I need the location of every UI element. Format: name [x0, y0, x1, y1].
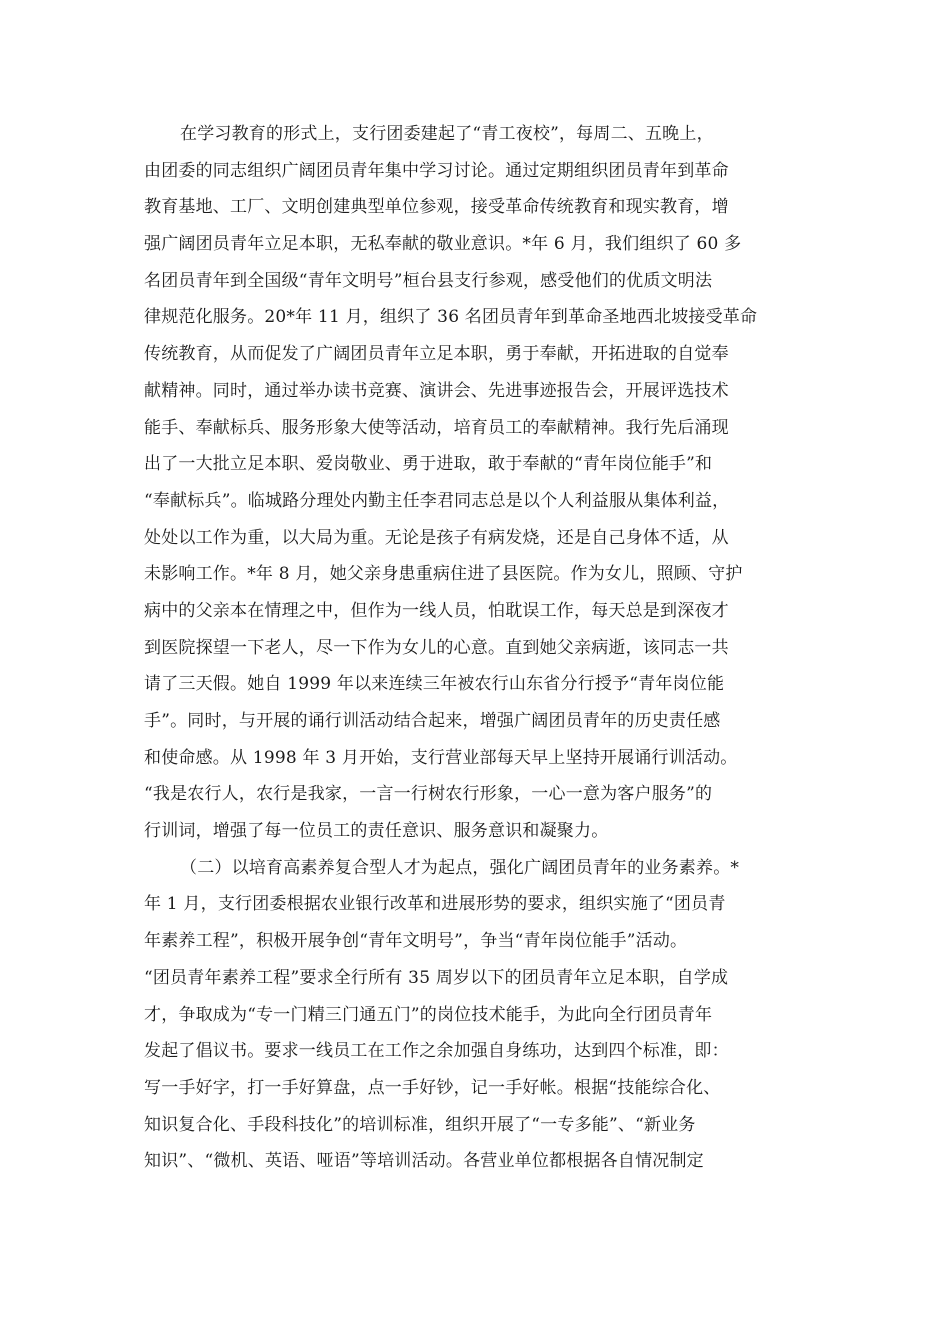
paragraph-line: 处处以工作为重，以大局为重。无论是孩子有病发烧，还是自己身体不适，从	[144, 527, 729, 548]
paragraph-line: “团员青年素养工程”要求全行所有 35 周岁以下的团员青年立足本职，自学成	[144, 967, 729, 988]
paragraph-line: 献精神。同时，通过举办读书竞赛、演讲会、先进事迹报告会，开展评选技术	[144, 380, 729, 401]
paragraph-line: 请了三天假。她自 1999 年以来连续三年被农行山东省分行授予“青年岗位能	[144, 674, 725, 695]
section-heading-line: （二）以培育高素养复合型人才为起点，强化广阔团员青年的业务素养。*	[180, 857, 740, 878]
paragraph-line: 才，争取成为“专一门精三门通五门”的岗位技术能手，为此向全行团员青年	[144, 1004, 713, 1025]
paragraph-line: 在学习教育的形式上，支行团委建起了“青工夜校”，每周二、五晚上，	[180, 124, 714, 144]
paragraph-line: 知识”、“微机、英语、哑语”等培训活动。各营业单位都根据各自情况制定	[144, 1151, 704, 1172]
paragraph-line: 行训词，增强了每一位员工的责任意识、服务意识和凝聚力。	[144, 821, 609, 842]
paragraph-line: 知识复合化、手段科技化”的培训标准，组织开展了“一专多能”、“新业务	[144, 1114, 696, 1135]
paragraph-line: 病中的父亲本在情理之中，但作为一线人员，怕耽误工作，每天总是到深夜才	[144, 600, 729, 621]
paragraph-line: 到医院探望一下老人，尽一下作为女儿的心意。直到她父亲病逝，该同志一共	[144, 637, 729, 658]
paragraph-line: 出了一大批立足本职、爱岗敬业、勇于进取，敢于奉献的“青年岗位能手”和	[144, 454, 713, 475]
paragraph-line: 传统教育，从而促发了广阔团员青年立足本职，勇于奉献，开拓进取的自觉奉	[144, 344, 729, 365]
paragraph-line: 未影响工作。*年 8 月，她父亲身患重病住进了县医院。作为女儿，照顾、守护	[144, 564, 743, 585]
paragraph-line: 强广阔团员青年立足本职，无私奉献的敬业意识。*年 6 月，我们组织了 60 多	[144, 234, 742, 255]
paragraph-line: 能手、奉献标兵、服务形象大使等活动，培育员工的奉献精神。我行先后涌现	[144, 417, 729, 438]
paragraph-line: 教育基地、工厂、文明创建典型单位参观，接受革命传统教育和现实教育，增	[144, 197, 729, 218]
paragraph-line: 年 1 月，支行团委根据农业银行改革和进展形势的要求，组织实施了“团员青	[144, 894, 726, 915]
paragraph-line: 写一手好字，打一手好算盘，点一手好钞，记一手好帐。根据“技能综合化、	[144, 1077, 721, 1098]
paragraph-line: 发起了倡议书。要求一线员工在工作之余加强自身练功，达到四个标准，即：	[144, 1041, 729, 1062]
paragraph-line: 名团员青年到全国级“青年文明号”桓台县支行参观，感受他们的优质文明法	[144, 270, 713, 291]
paragraph-line: 手”。同时，与开展的诵行训活动结合起来，增强广阔团员青年的历史责任感	[144, 711, 721, 731]
paragraph-line: 由团委的同志组织广阔团员青年集中学习讨论。通过定期组织团员青年到革命	[144, 160, 729, 181]
paragraph-line: “我是农行人，农行是我家，一言一行树农行形象，一心一意为客户服务”的	[144, 784, 713, 805]
paragraph-line: 律规范化服务。20*年 11 月，组织了 36 名团员青年到革命圣地西北坡接受革命	[144, 307, 758, 328]
paragraph-line: 年素养工程”，积极开展争创“青年文明号”，争当“青年岗位能手”活动。	[144, 931, 688, 952]
document-body	[144, 116, 820, 1180]
paragraph-line: “奉献标兵”。临城路分理处内勤主任李君同志总是以个人利益服从集体利益，	[144, 490, 730, 511]
paragraph-line: 和使命感。从 1998 年 3 月开始，支行营业部每天早上坚持开展诵行训活动。	[144, 747, 738, 768]
